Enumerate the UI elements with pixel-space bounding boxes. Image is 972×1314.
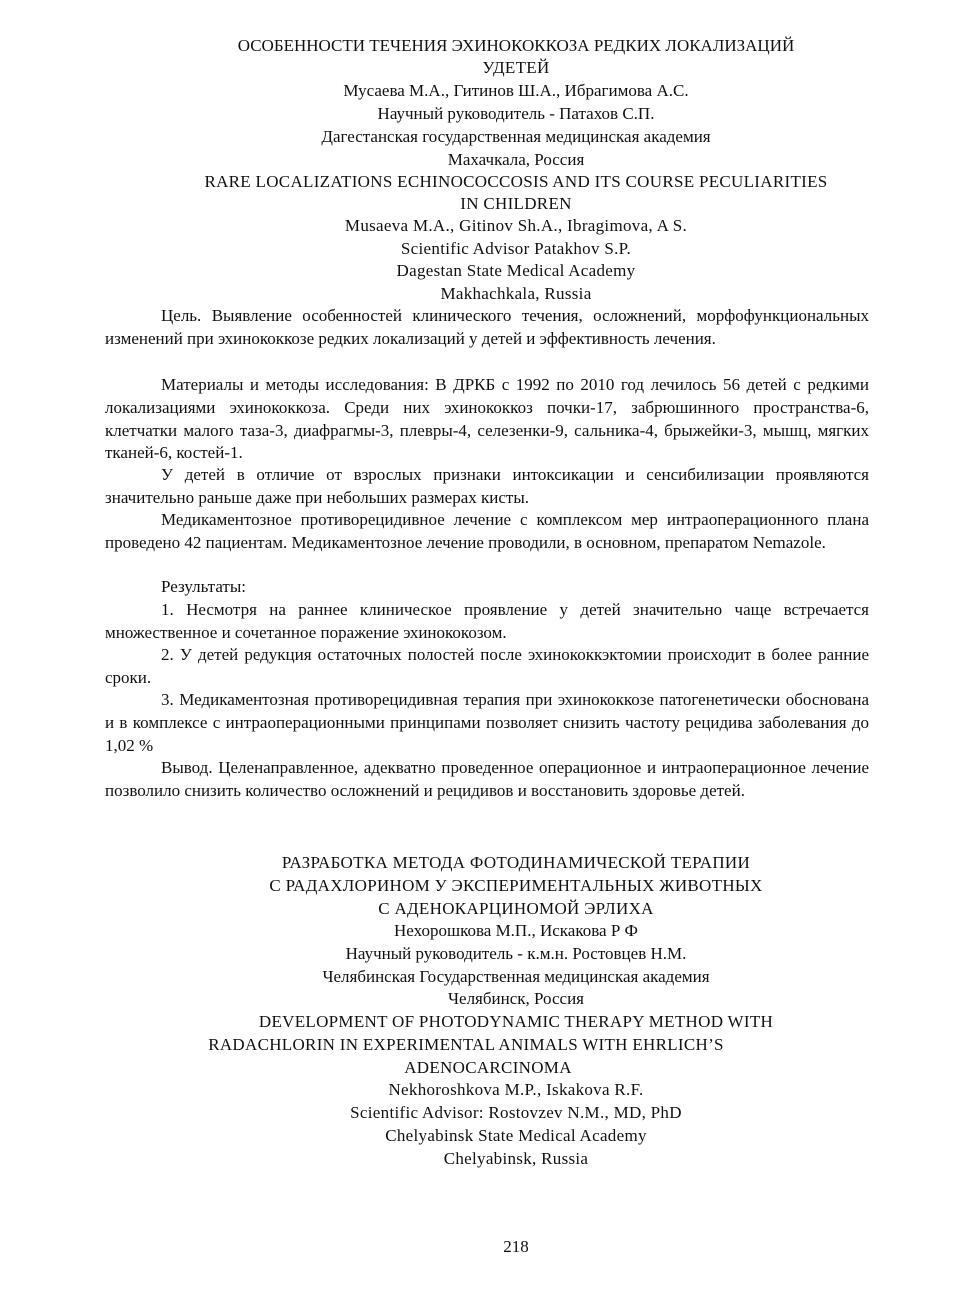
article1-paragraph-result-1: 1. Несмотря на раннее клиническое проявление у детей значительно чаще встречается множественное и сочетанное поражение эхинококозом. — [105, 600, 869, 642]
article2-city-en: Chelyabinsk, Russia — [443, 1149, 589, 1168]
article1-city-ru: Махачкала, Россия — [447, 150, 585, 169]
article1-title-en-line2: IN CHILDREN — [460, 194, 572, 213]
article1-title-ru-line2: УДЕТЕЙ — [482, 58, 550, 77]
article2-authors-en: Nekhoroshkova M.P., Iskakova R.F. — [388, 1080, 644, 1099]
article1-institution-ru: Дагестанская государственная медицинская академия — [321, 127, 711, 146]
article2-authors-ru: Нехорошкова М.П., Искакова Р Ф — [394, 921, 638, 940]
article2-title-en-line1: DEVELOPMENT OF PHOTODYNAMIC THERAPY METHOD WITH — [258, 1012, 774, 1031]
article2-city-ru: Челябинск, Россия — [447, 989, 584, 1008]
article1-authors-ru: Мусаева М.А., Гитинов Ш.А., Ибрагимова А.С. — [343, 81, 689, 100]
article2-title-en-line3: ADENOCARCINOMA — [404, 1058, 572, 1077]
article1-institution-en: Dagestan State Medical Academy — [396, 261, 636, 280]
article2-title-ru-line2: С РАДАХЛОРИНОМ У ЭКСПЕРИМЕНТАЛЬНЫХ ЖИВОТНЫХ — [269, 876, 763, 895]
article1-paragraph-treatment: Медикаментозное противорецидивное лечение с комплексом мер интраоперационного плана проведено 42 пациентам. Медикаментозное лечение проводили, в основном, препаратом Nemazole. — [105, 510, 869, 552]
article1-paragraph-intoxication: У детей в отличие от взрослых признаки интоксикации и сенсибилизации проявляются значительно раньше даже при небольших размерах кисты. — [105, 465, 869, 507]
article1-advisor-ru: Научный руководитель - Патахов С.П. — [377, 104, 655, 123]
article1-paragraph-methods: Материалы и методы исследования: В ДРКБ с 1992 по 2010 год лечилось 56 детей с редкими локализациями эхинококкоза. Среди них эхинококкоз почки-17, забрюшинного пространства-6, клетчатки малого таза-3, диафрагмы-3, плевры-4, селезенки-9, сальника-4, брыжейки-3, мышц, мягких тканей-6, костей-1. — [105, 375, 869, 463]
article1-authors-en: Musaeva M.A., Gitinov Sh.A., Ibragimova, A S. — [344, 216, 688, 235]
article1-city-en: Makhachkala, Russia — [440, 284, 592, 303]
article1-title-en-line1: RARE LOCALIZATIONS ECHINOCOCCOSIS AND ITS COURSE PECULIARITIES — [204, 172, 828, 191]
article2-institution-ru: Челябинская Государственная медицинская академия — [322, 967, 710, 986]
article1-paragraph-result-3: 3. Медикаментозная противорецидивная терапия при эхинококкозе патогенетически обоснована и в комплексе с интраоперационными принципами позволяет снизить частоту рецидива заболевания до 1,02 % — [105, 690, 869, 755]
article2-institution-en: Chelyabinsk State Medical Academy — [385, 1126, 647, 1145]
article1-paragraph-result-2: 2. У детей редукция остаточных полостей после эхинококкэктомии происходит в более ранние сроки. — [105, 645, 869, 687]
article2-advisor-ru: Научный руководитель - к.м.н. Ростовцев Н.М. — [345, 944, 687, 963]
article1-paragraph-conclusion: Вывод. Целенаправленное, адекватно проведенное операционное и интраоперационное лечение позволило снизить количество осложнений и рецидивов и восстановить здоровье детей. — [105, 758, 869, 800]
article2-title-en-line2: RADACHLORIN IN EXPERIMENTAL ANIMALS WITH EHRLICH’S — [208, 1035, 724, 1054]
page-number: 218 — [503, 1237, 529, 1256]
article1-paragraph-results-heading: Результаты: — [161, 577, 246, 596]
article2-advisor-en: Scientific Advisor: Rostovzev N.M., MD, PhD — [350, 1103, 682, 1122]
article1-advisor-en: Scientific Advisor Patakhov S.P. — [400, 239, 632, 258]
article2-title-ru-line1: РАЗРАБОТКА МЕТОДА ФОТОДИНАМИЧЕСКОЙ ТЕРАПИИ — [281, 853, 751, 872]
article2-title-ru-line3: С АДЕНОКАРЦИНОМОЙ ЭРЛИХА — [378, 899, 654, 918]
article1-title-ru-line1: ОСОБЕННОСТИ ТЕЧЕНИЯ ЭХИНОКОККОЗА РЕДКИХ ЛОКАЛИЗАЦИЙ — [237, 36, 795, 55]
article1-paragraph-aim: Цель. Выявление особенностей клинического течения, осложнений, морфофункциональных изменений при эхинококкозе редких локализаций у детей и эффективность лечения. — [105, 306, 869, 348]
